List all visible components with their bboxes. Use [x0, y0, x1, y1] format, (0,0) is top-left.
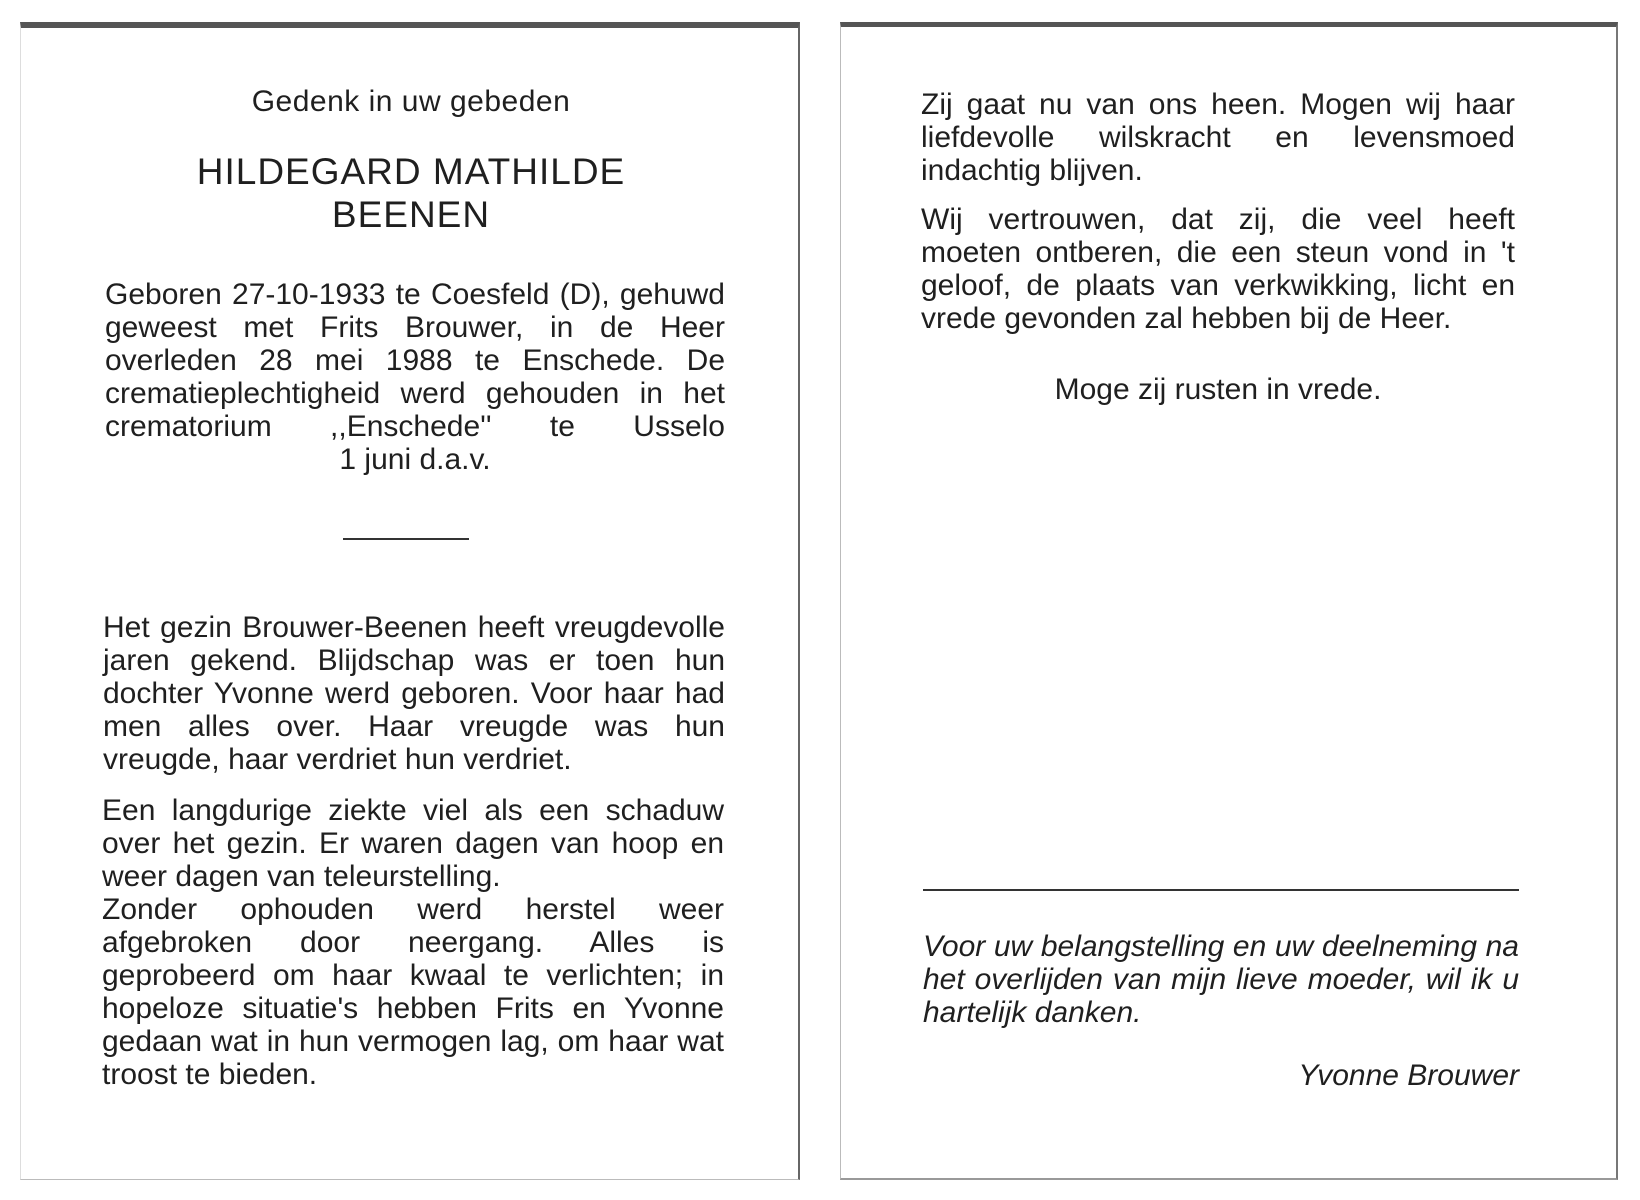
left-card [20, 22, 800, 1180]
illness-block [102, 794, 724, 1091]
long-divider [923, 889, 1519, 891]
illness-paragraph: Een langdurige ziekte viel als een schaduw over het gezin. Er waren dagen van hoop en weer dagen van teleurstelling. [102, 794, 724, 893]
birth-last-line: 1 juni d.a.v. [339, 443, 491, 476]
thanks-paragraph: Voor uw belangstelling en uw deelneming na het overlijden van mijn lieve moeder, wil ik u hartelijk danken. [923, 930, 1519, 1029]
signature: Yvonne Brouwer [1298, 1059, 1519, 1092]
rest-in-peace-line: Moge zij rusten in vrede. [1054, 373, 1382, 406]
deceased-name-line2: BEENEN [331, 194, 491, 235]
struggle-paragraph: Zonder ophouden werd herstel weer afgebroken door neergang. Alles is geprobeerd om haar kwaal te verlichten; in hopeloze situatie's hebben Frits en Yvonne gedaan wat in hun vermogen lag, om haar wat troost te bieden. [102, 893, 724, 1091]
short-divider [343, 538, 469, 540]
birth-text: Geboren 27-10-1933 te Coesfeld (D), gehuwd geweest met Frits Brouwer, in de Heer overleden 28 mei 1988 te Enschede. De crematieplechtigheid werd gehouden in het crematorium ,,Enschede'' te Usselo [105, 278, 725, 443]
family-paragraph: Het gezin Brouwer-Beenen heeft vreugdevolle jaren gekend. Blijdschap was er toen hun dochter Yvonne werd geboren. Voor haar had men alles over. Haar vreugde was hun vreugde, haar verdriet hun verdriet. [103, 611, 725, 776]
trust-paragraph: Wij vertrouwen, dat zij, die veel heeft moeten ontberen, die een steun vond in 't geloof, de plaats van verkwikking, licht en vrede gevonden zal hebben bij de Heer. [921, 203, 1515, 335]
prayer-heading: Gedenk in uw gebeden [251, 85, 571, 118]
deceased-name-line1: HILDEGARD MATHILDE [196, 151, 626, 192]
farewell-paragraph: Zij gaat nu van ons heen. Mogen wij haar liefdevolle wilskracht en levensmoed indachtig blijven. [921, 88, 1515, 187]
right-card [840, 22, 1618, 1180]
birth-paragraph [105, 278, 725, 476]
